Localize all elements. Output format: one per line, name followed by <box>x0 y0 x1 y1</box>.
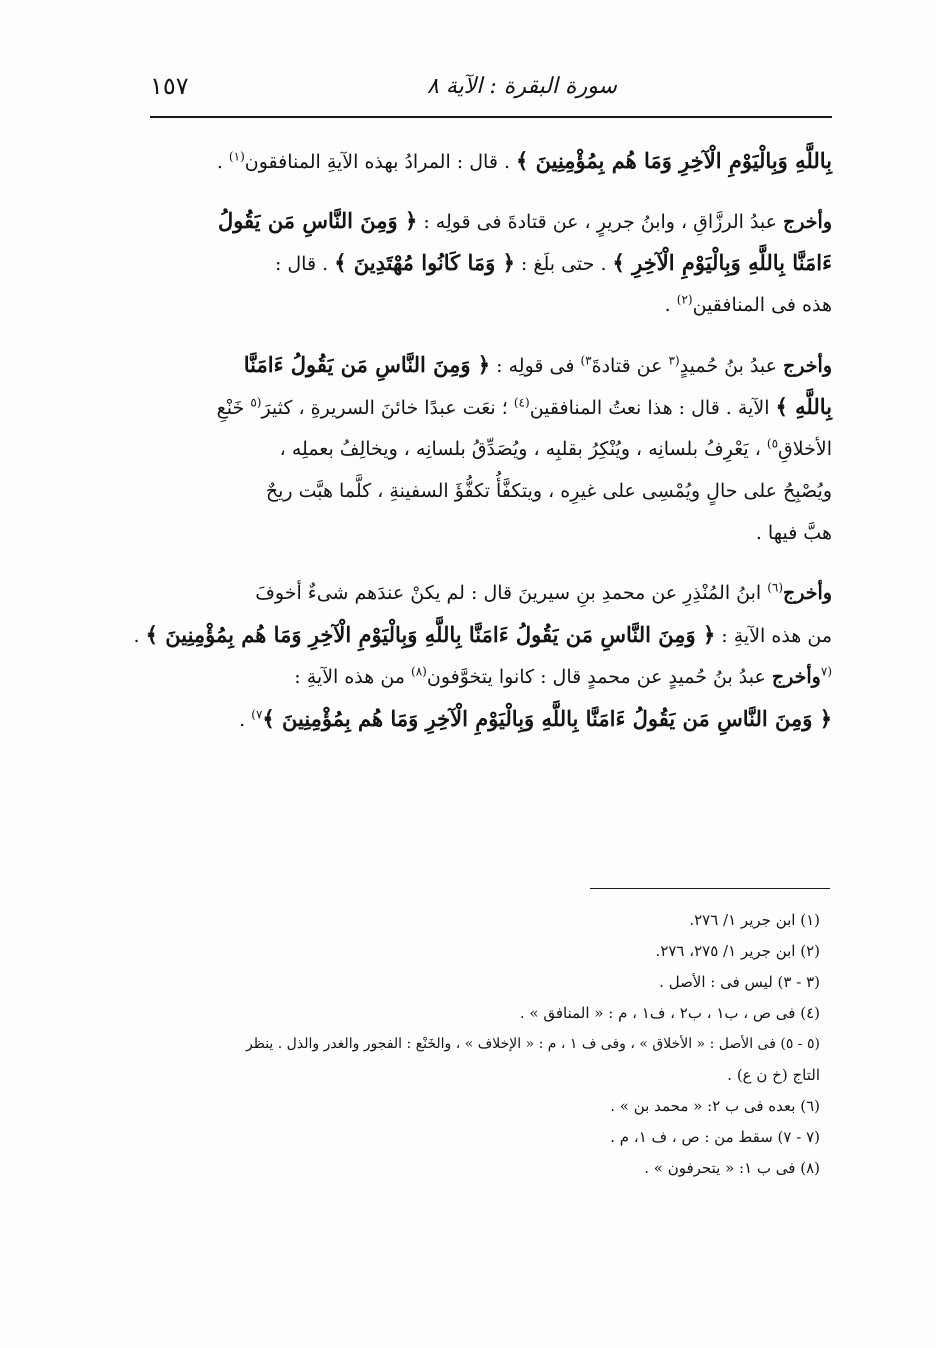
text-span: هذه فى المنافقين <box>692 294 832 316</box>
footnote-ref: (٧ <box>820 664 832 679</box>
quran-verse: بِاللَّهِ وَبِالْيَوْمِ الْآخِرِ وَمَا هُم بِمُؤْمِنِينَ ﴾ <box>516 148 832 173</box>
paragraph-3 <box>150 344 832 554</box>
quran-verse: ﴿ وَمِنَ النَّاسِ مَن يَقُولُ <box>217 208 418 233</box>
text-line <box>150 656 832 698</box>
paragraph-lead: وأخرج <box>771 666 821 688</box>
text-line <box>150 428 832 470</box>
text-line <box>150 572 832 614</box>
footnote: (٤) فى ص ، ب١ ، ب٢ ، ف١ ، م : « المنافق » . <box>519 1004 820 1022</box>
paragraph-4 <box>133 572 832 656</box>
footnote-ref: ٧) <box>251 707 263 722</box>
main-text <box>133 140 832 740</box>
paragraph-lead: وأخرج <box>783 582 832 604</box>
text-line: ويُصْبِحُ على حالٍ ويُمْسِى على غيرِه ، ويتكفَّأُ تكفُّؤَ السفينةِ ، كلَّما هبَّت ريحٌ <box>265 480 832 502</box>
text-line <box>150 284 832 326</box>
text-span: عبدُ الرزَّاقِ ، وابنُ جريرٍ ، عن قتادةَ فى قولِه : <box>423 211 777 233</box>
quran-verse: ﴿ وَمِنَ النَّاسِ مَن يَقُولُ ءَامَنَّا بِاللَّهِ وَبِالْيَوْمِ الْآخِرِ وَمَا هُم بِمُؤْمِنِينَ ﴾ <box>262 706 832 731</box>
footnote: (٣ - ٣) ليس فى : الأصل . <box>659 973 820 991</box>
text-span: ابنُ المُنْذِرِ عن محمدِ بنِ سيرينَ قال : لم يكنْ عندَهم شىءٌ أخوفَ <box>255 582 762 604</box>
text-span: من هذه الآيةِ : <box>721 625 832 647</box>
text-span: عن قتادةَ <box>591 355 663 377</box>
text-span: . <box>239 709 246 731</box>
text-span: فى قولِه : <box>496 355 575 377</box>
running-title: سورة البقرة : الآية ٨ <box>427 74 617 99</box>
footnote: (٢) ابن جرير ١/ ٢٧٥، ٢٧٦. <box>655 942 820 960</box>
text-line <box>150 200 832 242</box>
footnote-ref: (١) <box>228 149 245 164</box>
text-span: عبدُ بنُ حُميدٍ عن محمدٍ قال : كانوا يتخوَّفون <box>426 666 766 688</box>
text-span: . <box>664 294 671 316</box>
text-line <box>150 698 832 740</box>
text-line <box>133 614 832 656</box>
text-span: . <box>133 625 140 647</box>
text-line <box>150 140 832 182</box>
text-line: هبَّ فيها . <box>755 522 832 544</box>
text-span: . حتى بلَغ : <box>520 253 607 275</box>
quran-verse: ﴿ وَمِنَ النَّاسِ مَن يَقُولُ ءَامَنَّا بِاللَّهِ وَبِالْيَوْمِ الْآخِرِ وَمَا هُم بِمُؤْمِنِينَ ﴾ <box>145 622 716 647</box>
quran-verse: ﴿ وَمَا كَانُوا مُهْتَدِينَ ﴾ <box>334 250 515 275</box>
paragraph-2 <box>150 200 832 326</box>
footnote-ref: ٣) <box>580 353 592 368</box>
footnote-ref: (٨) <box>411 664 427 679</box>
footnote: (٥ - ٥) فى الأصل : « الأخلاق » ، وفى ف ١ ، م : « الإخلاف » ، والخَنْع : الفجور والغدر والذل . ينظر <box>246 1036 820 1052</box>
text-line <box>150 386 832 428</box>
paragraph-lead: وأخرج <box>783 355 832 377</box>
quran-verse: بِاللَّهِ ﴾ <box>775 394 832 419</box>
text-span: . قال : المرادُ بهذه الآيةِ المنافقون <box>244 151 510 173</box>
footnote: (٨) فى ب ١: « يتحرفون » . <box>644 1159 820 1177</box>
footnote-ref: (٣ <box>668 353 680 368</box>
footnote: (١) ابن جرير ١/ ٢٧٦. <box>689 911 820 929</box>
header-rule <box>150 116 832 118</box>
footnote-continuation: التاج (خ ن ع) . <box>727 1066 820 1084</box>
text-line <box>150 242 832 284</box>
footnote-ref: (٦) <box>767 580 784 595</box>
footnote-rule <box>590 888 830 889</box>
text-span: ، يَعْرِفُ بلسانِه ، ويُنْكِرُ بقلبِه ، ويُصَدِّقُ بلسانِه ، ويخالِفُ بعملِه ، <box>279 438 761 460</box>
footnote-ref: (٢) <box>676 292 693 307</box>
text-span: . <box>216 151 223 173</box>
text-span: الأخلاقِ <box>778 438 832 460</box>
paragraph-1 <box>150 140 832 182</box>
text-span: خَنْعِ <box>216 397 245 419</box>
page-number: ١٥٧ <box>150 72 189 100</box>
footnote-ref: ٥) <box>766 436 779 451</box>
text-span: ؛ نعَت عبدًا خائنَ السريرةِ ، كثيرَ <box>261 397 508 419</box>
paragraph-5 <box>150 656 832 740</box>
quran-verse: ﴿ وَمِنَ النَّاسِ مَن يَقُولُ ءَامَنَّا <box>243 352 491 377</box>
text-span: عبدُ بنُ حُميدٍ <box>679 355 777 377</box>
footnote: (٦) بعده فى ب ٢: « محمد بن » . <box>610 1097 820 1115</box>
footnote: (٧ - ٧) سقط من : ص ، ف ١، م . <box>610 1128 820 1146</box>
footnote-ref: (٤) <box>513 395 530 410</box>
text-line <box>150 344 832 386</box>
page-header <box>150 68 832 108</box>
text-span: من هذه الآيةِ : <box>294 666 405 688</box>
text-span: الآية . قال : هذا نعتُ المنافقين <box>529 397 770 419</box>
footnote-ref: (٥ <box>250 395 262 410</box>
text-span: . قال : <box>274 253 329 275</box>
paragraph-lead: وأخرج <box>783 211 832 233</box>
quran-verse: ءَامَنَّا بِاللَّهِ وَبِالْيَوْمِ الْآخِرِ ﴾ <box>612 250 832 275</box>
footnotes <box>150 905 832 1184</box>
